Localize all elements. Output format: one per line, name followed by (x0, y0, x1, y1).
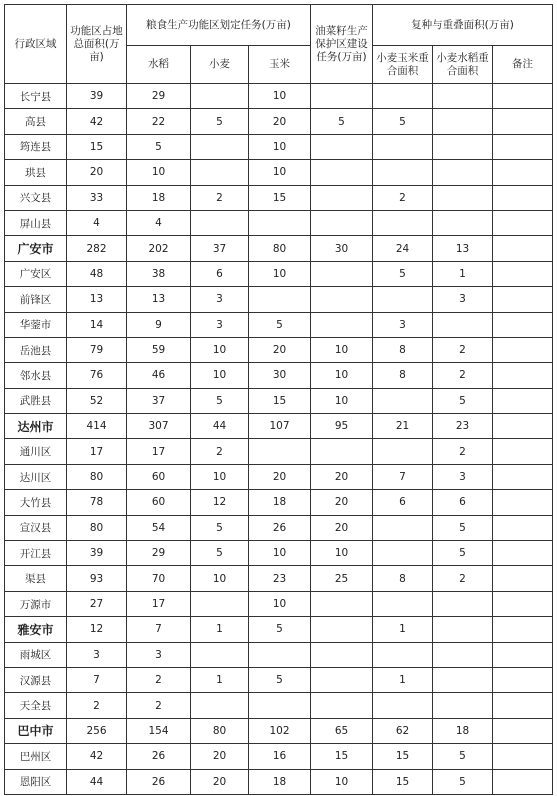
cell-rice: 54 (127, 515, 191, 540)
cell-area-total: 12 (67, 617, 127, 642)
cell-wheat-rice: 3 (433, 287, 493, 312)
cell-corn: 5 (249, 312, 311, 337)
cell-wheat-corn: 5 (373, 109, 433, 134)
cell-corn: 18 (249, 769, 311, 794)
cell-remark (493, 693, 553, 718)
cell-region: 开江县 (5, 541, 67, 566)
cell-area-total: 414 (67, 414, 127, 439)
cell-region: 宣汉县 (5, 515, 67, 540)
cell-rapeseed: 25 (311, 566, 373, 591)
cell-corn: 10 (249, 591, 311, 616)
cell-wheat-corn: 5 (373, 261, 433, 286)
cell-rapeseed: 15 (311, 744, 373, 769)
cell-corn (249, 287, 311, 312)
cell-rice: 60 (127, 464, 191, 489)
cell-rapeseed (311, 185, 373, 210)
cell-region: 长宁县 (5, 84, 67, 109)
cell-region: 广安市 (5, 236, 67, 261)
cell-rice: 307 (127, 414, 191, 439)
cell-wheat: 10 (191, 337, 249, 362)
cell-region: 巴州区 (5, 744, 67, 769)
cell-region: 兴文县 (5, 185, 67, 210)
cell-rapeseed (311, 617, 373, 642)
cell-remark (493, 591, 553, 616)
cell-rapeseed: 10 (311, 363, 373, 388)
header-region: 行政区域 (5, 5, 67, 84)
header-grain-group: 粮食生产功能区划定任务(万亩) (127, 5, 311, 46)
cell-area-total: 93 (67, 566, 127, 591)
cell-rapeseed (311, 84, 373, 109)
cell-rice: 10 (127, 160, 191, 185)
cell-wheat-corn (373, 160, 433, 185)
cell-wheat: 5 (191, 541, 249, 566)
cell-rice: 5 (127, 134, 191, 159)
table-row (5, 515, 553, 540)
table-row (5, 388, 553, 413)
cell-rapeseed: 20 (311, 515, 373, 540)
cell-corn: 16 (249, 744, 311, 769)
cell-wheat-rice: 18 (433, 718, 493, 743)
cell-rapeseed: 10 (311, 337, 373, 362)
table-row (5, 414, 553, 439)
cell-remark (493, 617, 553, 642)
cell-wheat-corn (373, 134, 433, 159)
cell-remark (493, 185, 553, 210)
cell-remark (493, 287, 553, 312)
cell-rice: 18 (127, 185, 191, 210)
area-task-table (4, 4, 553, 795)
cell-rice: 2 (127, 667, 191, 692)
cell-wheat-rice (433, 210, 493, 235)
cell-corn: 20 (249, 337, 311, 362)
cell-corn: 10 (249, 541, 311, 566)
cell-rice: 38 (127, 261, 191, 286)
cell-wheat: 10 (191, 363, 249, 388)
cell-rice: 46 (127, 363, 191, 388)
cell-region: 屏山县 (5, 210, 67, 235)
cell-wheat-rice (433, 642, 493, 667)
cell-area-total: 2 (67, 693, 127, 718)
cell-corn: 18 (249, 490, 311, 515)
cell-corn (249, 439, 311, 464)
cell-wheat-rice (433, 134, 493, 159)
cell-wheat: 10 (191, 566, 249, 591)
cell-region: 珙县 (5, 160, 67, 185)
cell-region: 前锋区 (5, 287, 67, 312)
cell-wheat-rice (433, 617, 493, 642)
cell-wheat-rice (433, 667, 493, 692)
cell-rapeseed: 10 (311, 388, 373, 413)
cell-remark (493, 515, 553, 540)
cell-region: 华蓥市 (5, 312, 67, 337)
cell-rapeseed: 20 (311, 490, 373, 515)
table-body (5, 84, 553, 795)
cell-rapeseed: 10 (311, 541, 373, 566)
table-row (5, 566, 553, 591)
cell-wheat-corn (373, 591, 433, 616)
cell-rapeseed (311, 439, 373, 464)
cell-remark (493, 439, 553, 464)
table-row (5, 464, 553, 489)
cell-area-total: 4 (67, 210, 127, 235)
cell-wheat: 5 (191, 388, 249, 413)
cell-wheat-corn: 6 (373, 490, 433, 515)
table-row (5, 642, 553, 667)
table-row (5, 185, 553, 210)
cell-rapeseed (311, 287, 373, 312)
cell-rice: 9 (127, 312, 191, 337)
cell-region: 汉源县 (5, 667, 67, 692)
cell-region: 达川区 (5, 464, 67, 489)
cell-corn: 15 (249, 185, 311, 210)
cell-corn: 80 (249, 236, 311, 261)
cell-area-total: 7 (67, 667, 127, 692)
cell-remark (493, 84, 553, 109)
cell-rice: 60 (127, 490, 191, 515)
header-rice: 水稻 (127, 46, 191, 84)
cell-wheat-corn: 15 (373, 769, 433, 794)
cell-wheat-corn: 1 (373, 667, 433, 692)
cell-area-total: 39 (67, 84, 127, 109)
cell-wheat: 37 (191, 236, 249, 261)
cell-remark (493, 642, 553, 667)
cell-corn: 20 (249, 109, 311, 134)
cell-wheat: 5 (191, 515, 249, 540)
cell-rice: 29 (127, 541, 191, 566)
cell-region: 雨城区 (5, 642, 67, 667)
cell-wheat-corn: 8 (373, 337, 433, 362)
cell-region: 筠连县 (5, 134, 67, 159)
cell-corn: 23 (249, 566, 311, 591)
cell-corn: 10 (249, 261, 311, 286)
cell-area-total: 52 (67, 388, 127, 413)
cell-wheat-corn: 8 (373, 566, 433, 591)
cell-area-total: 48 (67, 261, 127, 286)
cell-rapeseed: 30 (311, 236, 373, 261)
cell-area-total: 13 (67, 287, 127, 312)
cell-rice: 59 (127, 337, 191, 362)
cell-area-total: 282 (67, 236, 127, 261)
table-row (5, 287, 553, 312)
cell-wheat-corn: 1 (373, 617, 433, 642)
cell-wheat-corn: 7 (373, 464, 433, 489)
cell-wheat-rice: 5 (433, 515, 493, 540)
cell-wheat: 12 (191, 490, 249, 515)
cell-wheat (191, 160, 249, 185)
cell-wheat-rice: 5 (433, 388, 493, 413)
cell-rapeseed (311, 261, 373, 286)
cell-rapeseed: 20 (311, 464, 373, 489)
document-page (4, 4, 553, 795)
cell-region: 渠县 (5, 566, 67, 591)
cell-wheat-corn (373, 388, 433, 413)
cell-region: 通川区 (5, 439, 67, 464)
cell-wheat-corn: 21 (373, 414, 433, 439)
cell-corn: 5 (249, 617, 311, 642)
cell-wheat-rice: 2 (433, 439, 493, 464)
cell-wheat-corn (373, 642, 433, 667)
header-wheat-corn: 小麦玉米重合面积 (373, 46, 433, 84)
cell-rapeseed (311, 667, 373, 692)
cell-area-total: 256 (67, 718, 127, 743)
cell-rice: 37 (127, 388, 191, 413)
cell-rice: 26 (127, 769, 191, 794)
cell-rapeseed (311, 134, 373, 159)
cell-rapeseed (311, 642, 373, 667)
cell-corn: 102 (249, 718, 311, 743)
cell-wheat (191, 134, 249, 159)
cell-region: 岳池县 (5, 337, 67, 362)
cell-area-total: 42 (67, 744, 127, 769)
cell-region: 万源市 (5, 591, 67, 616)
cell-corn: 10 (249, 160, 311, 185)
cell-remark (493, 744, 553, 769)
cell-wheat-rice: 6 (433, 490, 493, 515)
cell-corn (249, 642, 311, 667)
cell-wheat-corn: 8 (373, 363, 433, 388)
cell-rice: 17 (127, 591, 191, 616)
cell-rice: 29 (127, 84, 191, 109)
cell-corn (249, 693, 311, 718)
cell-remark (493, 490, 553, 515)
cell-area-total: 3 (67, 642, 127, 667)
cell-rice: 3 (127, 642, 191, 667)
cell-rapeseed (311, 591, 373, 616)
cell-wheat-rice (433, 185, 493, 210)
cell-corn: 5 (249, 667, 311, 692)
cell-wheat (191, 642, 249, 667)
cell-wheat-rice: 13 (433, 236, 493, 261)
cell-region: 大竹县 (5, 490, 67, 515)
cell-corn (249, 210, 311, 235)
table-row (5, 490, 553, 515)
header-corn: 玉米 (249, 46, 311, 84)
cell-wheat: 1 (191, 667, 249, 692)
cell-remark (493, 464, 553, 489)
header-rapeseed: 油菜籽生产保护区建设任务(万亩) (311, 5, 373, 84)
cell-wheat-corn (373, 210, 433, 235)
cell-corn: 10 (249, 134, 311, 159)
cell-corn: 20 (249, 464, 311, 489)
cell-rice: 26 (127, 744, 191, 769)
cell-remark (493, 388, 553, 413)
cell-remark (493, 312, 553, 337)
cell-remark (493, 210, 553, 235)
cell-wheat-corn: 3 (373, 312, 433, 337)
cell-area-total: 80 (67, 464, 127, 489)
table-row (5, 312, 553, 337)
cell-wheat-rice: 5 (433, 744, 493, 769)
header-wheat: 小麦 (191, 46, 249, 84)
cell-wheat-corn: 15 (373, 744, 433, 769)
cell-rice: 13 (127, 287, 191, 312)
table-header (5, 5, 553, 84)
cell-wheat-rice: 5 (433, 769, 493, 794)
cell-wheat-rice (433, 312, 493, 337)
cell-rice: 202 (127, 236, 191, 261)
table-row (5, 439, 553, 464)
cell-rapeseed (311, 693, 373, 718)
cell-remark (493, 160, 553, 185)
cell-rapeseed: 5 (311, 109, 373, 134)
cell-wheat-rice (433, 591, 493, 616)
cell-wheat-rice (433, 84, 493, 109)
cell-remark (493, 363, 553, 388)
cell-wheat: 20 (191, 744, 249, 769)
table-row (5, 541, 553, 566)
cell-wheat (191, 84, 249, 109)
cell-area-total: 80 (67, 515, 127, 540)
table-row (5, 210, 553, 235)
cell-rice: 70 (127, 566, 191, 591)
cell-remark (493, 667, 553, 692)
cell-wheat-rice: 2 (433, 363, 493, 388)
table-row (5, 667, 553, 692)
cell-wheat-rice: 2 (433, 337, 493, 362)
cell-wheat (191, 693, 249, 718)
cell-rice: 2 (127, 693, 191, 718)
cell-rice: 7 (127, 617, 191, 642)
cell-wheat-corn: 2 (373, 185, 433, 210)
cell-area-total: 33 (67, 185, 127, 210)
cell-wheat-rice: 2 (433, 566, 493, 591)
table-row (5, 109, 553, 134)
cell-wheat: 2 (191, 185, 249, 210)
cell-wheat-corn (373, 287, 433, 312)
cell-rice: 154 (127, 718, 191, 743)
cell-remark (493, 769, 553, 794)
cell-region: 高县 (5, 109, 67, 134)
cell-region: 天全县 (5, 693, 67, 718)
cell-rice: 22 (127, 109, 191, 134)
table-row (5, 363, 553, 388)
cell-wheat: 3 (191, 287, 249, 312)
header-area-total: 功能区占地总面积(万亩) (67, 5, 127, 84)
cell-corn: 15 (249, 388, 311, 413)
cell-wheat-rice: 3 (433, 464, 493, 489)
cell-region: 雅安市 (5, 617, 67, 642)
cell-rapeseed (311, 312, 373, 337)
cell-wheat-corn (373, 439, 433, 464)
cell-corn: 26 (249, 515, 311, 540)
cell-remark (493, 236, 553, 261)
cell-remark (493, 134, 553, 159)
cell-area-total: 20 (67, 160, 127, 185)
cell-wheat-rice: 23 (433, 414, 493, 439)
cell-wheat: 20 (191, 769, 249, 794)
cell-wheat-corn: 62 (373, 718, 433, 743)
cell-wheat (191, 591, 249, 616)
table-row (5, 591, 553, 616)
cell-wheat-rice (433, 693, 493, 718)
cell-wheat: 5 (191, 109, 249, 134)
cell-wheat (191, 210, 249, 235)
cell-wheat: 6 (191, 261, 249, 286)
cell-remark (493, 718, 553, 743)
cell-rice: 17 (127, 439, 191, 464)
cell-region: 达州市 (5, 414, 67, 439)
cell-area-total: 14 (67, 312, 127, 337)
table-row (5, 337, 553, 362)
cell-wheat-rice (433, 160, 493, 185)
cell-remark (493, 541, 553, 566)
cell-area-total: 79 (67, 337, 127, 362)
cell-remark (493, 109, 553, 134)
cell-wheat-rice (433, 109, 493, 134)
cell-region: 武胜县 (5, 388, 67, 413)
table-row (5, 718, 553, 743)
cell-corn: 10 (249, 84, 311, 109)
table-row (5, 84, 553, 109)
header-remark: 备注 (493, 46, 553, 84)
cell-wheat-rice: 1 (433, 261, 493, 286)
cell-area-total: 44 (67, 769, 127, 794)
cell-region: 巴中市 (5, 718, 67, 743)
cell-region: 恩阳区 (5, 769, 67, 794)
table-row (5, 134, 553, 159)
cell-remark (493, 337, 553, 362)
header-overlap-group: 复种与重叠面积(万亩) (373, 5, 553, 46)
cell-wheat: 2 (191, 439, 249, 464)
table-row (5, 693, 553, 718)
cell-wheat-corn (373, 84, 433, 109)
header-wheat-rice: 小麦水稻重合面积 (433, 46, 493, 84)
cell-region: 邻水县 (5, 363, 67, 388)
cell-wheat: 44 (191, 414, 249, 439)
cell-area-total: 76 (67, 363, 127, 388)
cell-wheat: 10 (191, 464, 249, 489)
table-row (5, 617, 553, 642)
cell-remark (493, 261, 553, 286)
cell-rapeseed (311, 160, 373, 185)
table-row (5, 769, 553, 794)
cell-area-total: 17 (67, 439, 127, 464)
table-row (5, 261, 553, 286)
cell-corn: 30 (249, 363, 311, 388)
cell-wheat: 3 (191, 312, 249, 337)
cell-area-total: 42 (67, 109, 127, 134)
cell-area-total: 39 (67, 541, 127, 566)
cell-wheat: 80 (191, 718, 249, 743)
cell-rice: 4 (127, 210, 191, 235)
table-row (5, 744, 553, 769)
cell-region: 广安区 (5, 261, 67, 286)
cell-wheat-corn (373, 541, 433, 566)
table-row (5, 160, 553, 185)
cell-area-total: 15 (67, 134, 127, 159)
cell-rapeseed: 95 (311, 414, 373, 439)
cell-wheat-corn (373, 515, 433, 540)
cell-rapeseed: 65 (311, 718, 373, 743)
table-row (5, 236, 553, 261)
cell-remark (493, 566, 553, 591)
cell-rapeseed: 10 (311, 769, 373, 794)
cell-wheat-corn (373, 693, 433, 718)
cell-area-total: 78 (67, 490, 127, 515)
cell-wheat-rice: 5 (433, 541, 493, 566)
cell-corn: 107 (249, 414, 311, 439)
cell-wheat: 1 (191, 617, 249, 642)
cell-remark (493, 414, 553, 439)
cell-rapeseed (311, 210, 373, 235)
cell-wheat-corn: 24 (373, 236, 433, 261)
cell-area-total: 27 (67, 591, 127, 616)
